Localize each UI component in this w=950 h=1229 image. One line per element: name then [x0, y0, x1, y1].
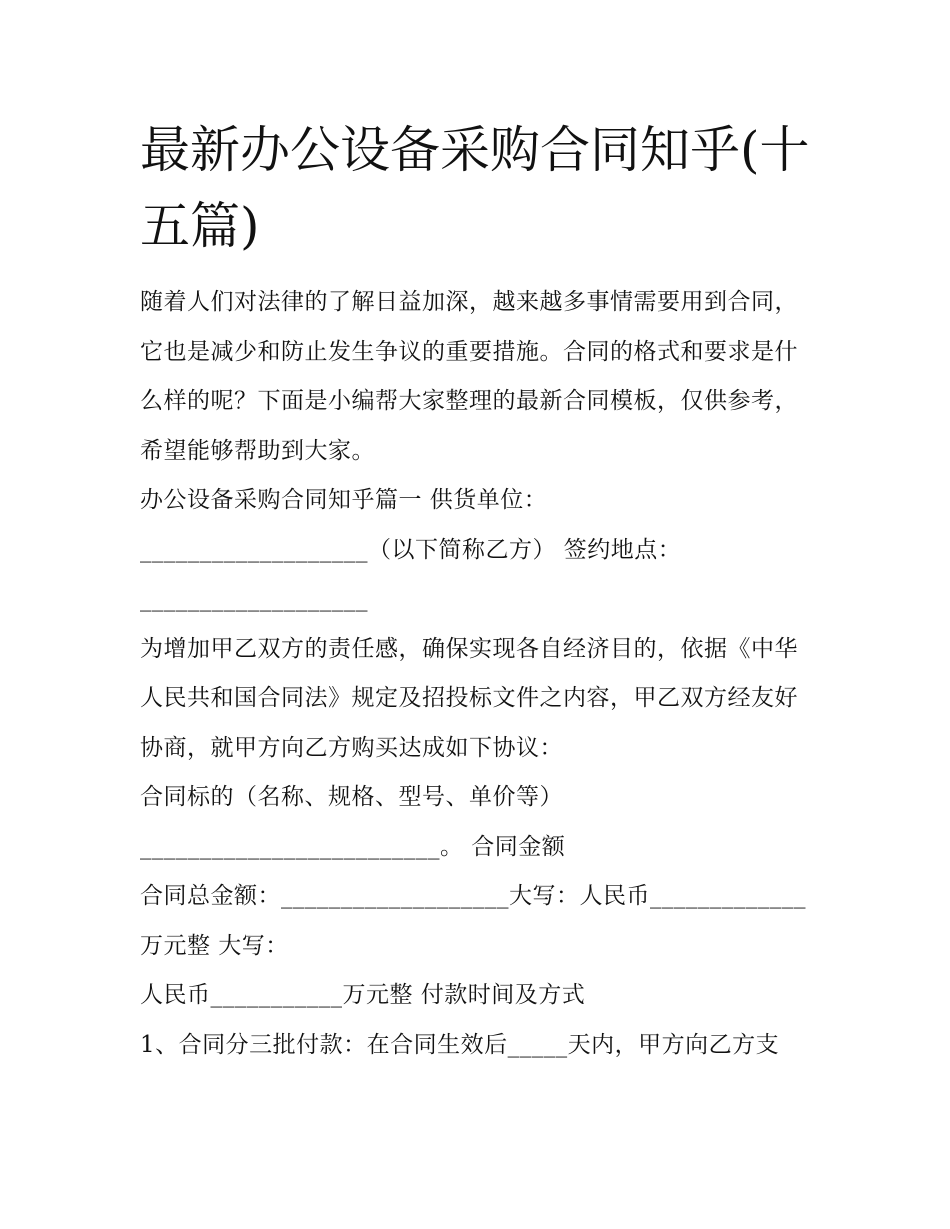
amount-words-line: 万元整 大写： — [140, 932, 289, 959]
purpose-paragraph: 为增加甲乙双方的责任感，确保实现各自经济目的，依据《中华人民共和国合同法》规定及招投标文件之内容，甲乙双方经友好协商，就甲方向乙方购买达成如下协议： — [140, 635, 798, 761]
payment-heading-line: 人民币___________万元整 付款时间及方式 — [140, 982, 586, 1008]
signing-place-blank: ___________________ — [140, 586, 368, 612]
document-page — [140, 112, 815, 1070]
payment-clause-1: 1、合同分三批付款：在合同生效后_____天内，甲方向乙方支 — [140, 1031, 780, 1058]
contract-amount-heading: _________________________。 合同金额 — [140, 833, 566, 860]
party-b-line: ___________________（以下简称乙方） 签约地点： — [140, 536, 682, 563]
document-title: 最新办公设备采购合同知乎(十五篇) — [140, 121, 810, 255]
intro-paragraph: 随着人们对法律的了解日益加深，越来越多事情需要用到合同，它也是减少和防止发生争议的重要措施。合同的格式和要求是什么样的呢？下面是小编帮大家整理的最新合同模板，仅供参考，希望能够帮助到大家。 — [140, 289, 798, 464]
total-amount-line: 合同总金额：___________________大写：人民币_____________ — [140, 883, 806, 909]
contract-subject-line: 合同标的（名称、规格、型号、单价等） — [140, 784, 563, 810]
section-heading-supplier: 办公设备采购合同知乎篇一 供货单位： — [140, 487, 548, 513]
